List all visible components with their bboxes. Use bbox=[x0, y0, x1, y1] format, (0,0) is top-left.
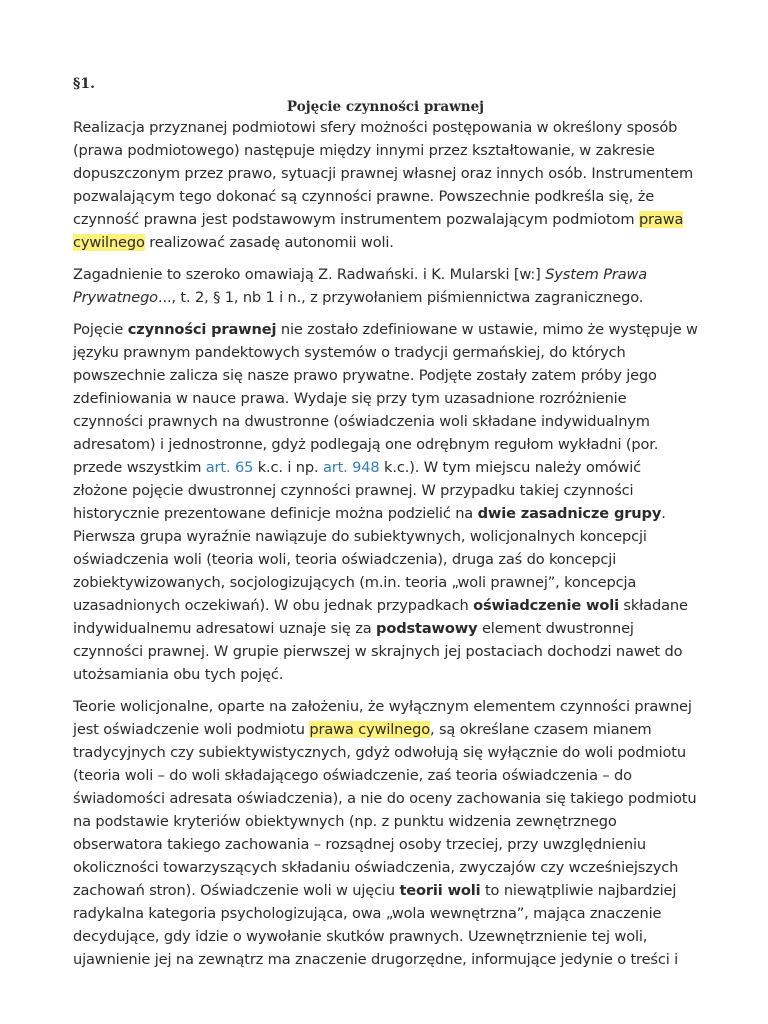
paragraph-4 bbox=[73, 695, 698, 971]
paragraph-text: Pojęcie bbox=[73, 321, 128, 338]
book-title: System Prawa Prywatnego bbox=[73, 266, 648, 306]
section-title: Pojęcie czynności prawnej bbox=[286, 99, 485, 115]
paragraph-text: składane indywidualnemu adresatowi uznaje się za bbox=[73, 597, 688, 637]
paragraph-text: realizować zasadę autonomii woli. bbox=[144, 234, 394, 251]
section-number: §1. bbox=[73, 76, 95, 92]
bold-term: teorii woli bbox=[399, 882, 481, 899]
article-link-948[interactable]: art. 948 bbox=[322, 459, 380, 476]
bold-term: oświadczenie woli bbox=[473, 597, 619, 614]
paragraph-2 bbox=[73, 263, 698, 309]
paragraph-text: Zagadnienie to szeroko omawiają Z. Radwański. i K. Mularski [w:] bbox=[73, 266, 546, 283]
bold-term: czynności prawnej bbox=[127, 321, 277, 338]
paragraph-text: , są określane czasem mianem tradycyjnych czy subiektywistycznych, gdyż odwołują się wyłącznie do woli podmiotu (teoria woli – do woli składającego oświadczenie, zaś teoria oświadczenia – do świadomości adresata oświadczenia), a nie do oceny zachowania się takiego podmiotu na podstawie kryteriów obiektywnych (np. z punktu widzenia zewnętrznego obserwatora takiego zachowania – rozsądnej osoby trzeciej, przy uwzględnieniu okoliczności towarzyszących składaniu oświadczenia, zwyczajów czy wcześniejszych zachowań stron). Oświadczenie woli w ujęciu bbox=[73, 721, 697, 899]
paragraph-text: k.c.). W tym miejscu należy omówić złożone pojęcie dwustronnej czynności prawnej. W przypadku takiej czynności historycznie prezentowane definicje można podzielić na bbox=[73, 459, 642, 522]
paragraph-text: k.c. i np. bbox=[253, 459, 323, 476]
paragraph-text: nie zostało zdefiniowane w ustawie, mimo że występuje w języku prawnym pandektowych systemów o tradycji germańskiej, do których powszechnie zalicza się nasze prawo prywatne. Podjęte zostały zatem próby jego zdefiniowania w nauce prawa. Wydaje się przy tym uzasadnione rozróżnienie czynności prawnych na dwustronne (oświadczenia woli składane indywidualnym adresatom) i jednostronne, gdyż podlegają one odrębnym regułom wykładni (por. przede wszystkim bbox=[73, 321, 698, 476]
paragraph-text: element dwustronnej czynności prawnej. W grupie pierwszej w skrajnych jej postaciach dochodzi nawet do utożsamiania obu tych pojęć. bbox=[73, 620, 683, 683]
paragraph-text: to niewątpliwie najbardziej radykalna kategoria psychologizująca, owa „wola wewnętrzna”, mająca znaczenie decydujące, gdy idzie o wywołanie skutków prawnych. Uzewnętrznienie tej woli, ujawnienie jej na zewnątrz ma znaczenie drugorzędne, informujące jedynie o treści i bbox=[73, 882, 679, 968]
paragraph-text: Teorie wolicjonalne, oparte na założeniu, że wyłącznym elementem czynności prawnej jest oświadczenie woli podmiotu bbox=[73, 698, 692, 738]
bold-term: dwie zasadnicze grupy bbox=[477, 505, 662, 522]
document-page bbox=[73, 74, 698, 980]
paragraph-1 bbox=[73, 116, 698, 254]
paragraph-text: ..., t. 2, § 1, nb 1 i n., z przywołaniem piśmiennictwa zagranicznego. bbox=[157, 289, 644, 306]
bold-term: podstawowy bbox=[376, 620, 478, 637]
paragraph-text: Realizacja przyznanej podmiotowi sfery możności postępowania w określony sposób (prawa podmiotowego) następuje między innymi przez kształtowanie, w zakresie dopuszczonym przez prawo, sytuacji prawnej własnej oraz innych osób. Instrumentem pozwalającym tego dokonać są czynności prawne. Powszechnie podkreśla się, że czynność prawna jest podstawowym instrumentem pozwalającym podmiotom bbox=[73, 119, 694, 228]
paragraph-text: . Pierwsza grupa wyraźnie nawiązuje do subiektywnych, wolicjonalnych koncepcji oświadczenia woli (teoria woli, teoria oświadczenia), druga zaś do koncepcji zobiektywizowanych, socjologizujących (m.in. teoria „woli prawnej”, koncepcja uzasadnionych oczekiwań). W obu jednak przypadkach bbox=[73, 505, 666, 614]
highlighted-term: prawa cywilnego bbox=[73, 211, 684, 251]
article-link-65[interactable]: art. 65 bbox=[205, 459, 254, 476]
highlighted-term: prawa cywilnego bbox=[309, 721, 430, 738]
paragraph-3 bbox=[73, 318, 698, 686]
